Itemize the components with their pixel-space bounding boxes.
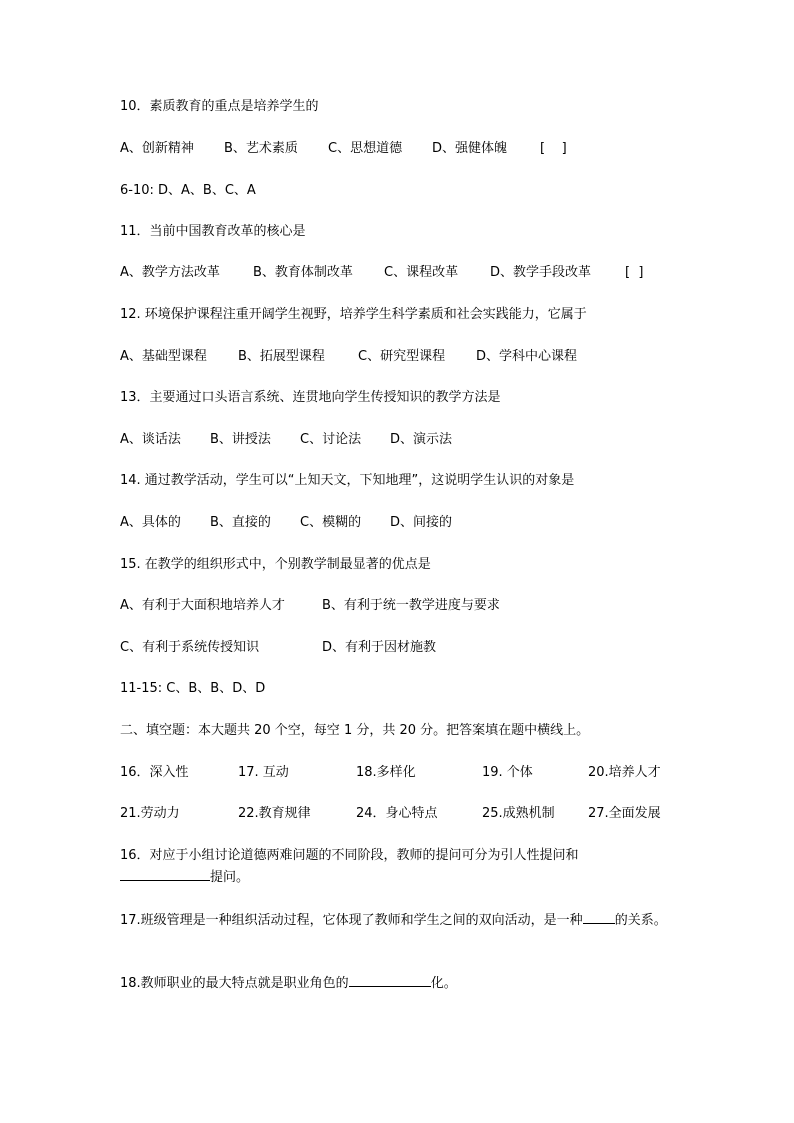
q14-option-c: C、模糊的 (300, 515, 362, 530)
q11-option-a: A、教学方法改革 (120, 265, 220, 280)
fill-answer-16: 16．深入性 (120, 765, 189, 780)
q17-text: 17.班级管理是一种组织活动过程，它体现了教师和学生之间的双向活动，是一种 (120, 913, 583, 928)
answer-key-11-15: 11-15: C、B、B、D、D (120, 681, 266, 696)
q17-text-end: 的关系。 (614, 913, 667, 928)
q18-blank (349, 972, 431, 987)
fill-answer-17: 17. 互动 (238, 765, 289, 780)
q11-options (120, 264, 680, 282)
answer-key-6-10: 6-10: D、A、B、C、A (120, 183, 256, 198)
q18-text: 18.教师职业的最大特点就是职业角色的 (120, 976, 349, 991)
q10-option-c: C、思想道德 (328, 141, 403, 156)
q13-option-d: D、演示法 (390, 432, 453, 447)
q12-option-b: B、拓展型课程 (238, 349, 325, 364)
fill-answer-19: 19. 个体 (482, 765, 533, 780)
q17-blank (583, 909, 615, 924)
q10-option-a: A、创新精神 (120, 141, 194, 156)
fill-answers-row1 (120, 764, 680, 782)
fill-answer-21: 21.劳动力 (120, 806, 180, 821)
fill-answer-25: 25.成熟机制 (482, 806, 555, 821)
q15-option-d: D、有利于因材施教 (322, 640, 437, 655)
q12-option-a: A、基础型课程 (120, 349, 207, 364)
q11-answer-bracket: [ ] (625, 265, 644, 280)
q16-text-end: 提问。 (210, 870, 250, 885)
q13-option-a: A、谈话法 (120, 432, 181, 447)
fill-answer-27: 27.全面发展 (588, 806, 661, 821)
q15-option-b: B、有利于统一教学进度与要求 (322, 598, 500, 613)
fill-answer-24: 24．身心特点 (356, 806, 438, 821)
q10-answer-bracket: [ ] (540, 141, 567, 156)
section-heading-fill-in: 二、填空题：本大题共 20 个空，每空 1 分，共 20 分。把答案填在题中横线上。 (120, 723, 590, 738)
q15-option-c: C、有利于系统传授知识 (120, 640, 260, 655)
q15-options-row2 (120, 639, 680, 657)
q12-stem: 12. 环境保护课程注重开阔学生视野，培养学生科学素质和社会实践能力，它属于 (120, 307, 587, 322)
q14-options (120, 514, 680, 532)
q14-option-b: B、直接的 (210, 515, 271, 530)
q18-question (120, 972, 457, 993)
q11-option-d: D、教学手段改革 (490, 265, 592, 280)
q15-stem: 15. 在教学的组织形式中，个别教学制最显著的优点是 (120, 557, 431, 572)
q13-option-c: C、讨论法 (300, 432, 362, 447)
q12-option-d: D、学科中心课程 (476, 349, 578, 364)
q14-option-a: A、具体的 (120, 515, 181, 530)
q11-option-b: B、教育体制改革 (253, 265, 353, 280)
q15-options-row1 (120, 597, 680, 615)
q16-blank (120, 866, 210, 881)
q10-stem: 10．素质教育的重点是培养学生的 (120, 99, 319, 114)
q10-option-d: D、强健体魄 (432, 141, 508, 156)
q18-text-end: 化。 (430, 976, 457, 991)
q16-text: 16．对应于小组讨论道德两难问题的不同阶段，教师的提问可分为引人性提问和 (120, 848, 579, 863)
fill-answer-20: 20.培养人才 (588, 765, 661, 780)
q11-stem: 11．当前中国教育改革的核心是 (120, 224, 306, 239)
q12-option-c: C、研究型课程 (358, 349, 446, 364)
fill-answer-22: 22.教育规律 (238, 806, 311, 821)
q17-question (120, 909, 672, 931)
q10-option-b: B、艺术素质 (224, 141, 298, 156)
q14-stem: 14. 通过教学活动，学生可以“上知天文，下知地理”，这说明学生认识的对象是 (120, 473, 575, 488)
q14-option-d: D、间接的 (390, 515, 453, 530)
fill-answers-row2 (120, 805, 680, 823)
q12-options (120, 348, 680, 366)
q13-options (120, 431, 680, 449)
q10-options (120, 140, 680, 158)
q13-option-b: B、讲授法 (210, 432, 271, 447)
q13-stem: 13．主要通过口头语言系统、连贯地向学生传授知识的教学方法是 (120, 390, 501, 405)
q11-option-c: C、课程改革 (384, 265, 459, 280)
q15-option-a: A、有利于大面积地培养人才 (120, 598, 285, 613)
fill-answer-18: 18.多样化 (356, 765, 416, 780)
q16-question (120, 846, 672, 888)
